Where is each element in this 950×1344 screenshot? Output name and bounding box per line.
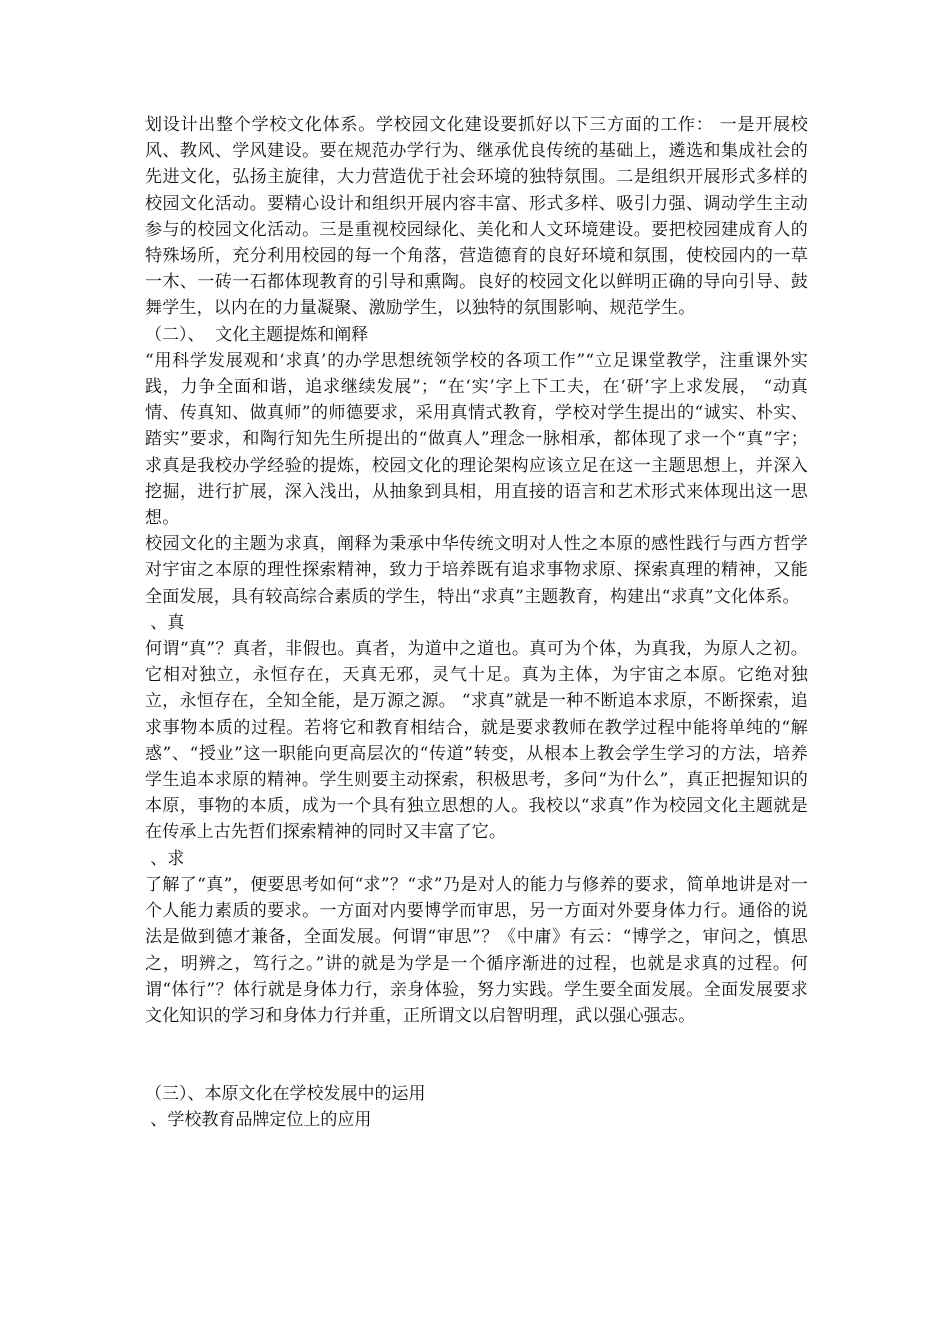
- subheading-zhen: 、真: [145, 612, 185, 633]
- subheading-brand-positioning: 、学校教育品牌定位上的应用: [145, 1110, 372, 1131]
- paragraph-theme-guiding-idea: “用科学发展观和‘求真’的办学思想统领学校的各项工作”“立足课堂教学，注重课外实践，力争全面和谐，追求继续发展”；“在‘实’字上下工夫，在‘研’字上求发展， “动真情、传真知、做真师”的师德要求，采用真情式教育，学校对学生提出的“诚实、朴实、踏实”要求，和陶行知先生所提出的“做真人”理念一脉相承，都体现了求一个“真”字；求真是我校办学经验的提炼，校园文化的理论架构应该立足在这一主题思想上，并深入挖掘，进行扩展，深入浅出，从抽象到具相，用直接的语言和艺术形式来体现出这一思想。: [145, 350, 808, 529]
- document-page: [145, 112, 808, 1134]
- paragraph-theme-definition: 校园文化的主题为求真，阐释为秉承中华传统文明对人性之本原的感性践行与西方哲学对宇宙之本原的理性探索精神，致力于培养既有追求事物求原、探索真理的精神，又能全面发展，具有较高综合素质的学生，特出“求真”主题教育，构建出“求真”文化体系。: [145, 534, 808, 607]
- paragraph-qiu: 了解了“真”，便要思考如何“求”？“求”乃是对人的能力与修养的要求，简单地讲是对一个人能力素质的要求。一方面对内要博学而审思，另一方面对外要身体力行。通俗的说法是做到德才兼备，全面发展。何谓“审思”？《中庸》有云：“博学之，审问之，慎思之，明辨之，笃行之。”讲的就是为学是一个循序渐进的过程，也就是求真的过程。何谓“体行”？体行就是身体力行，亲身体验，努力实践。学生要全面发展。全面发展要求文化知识的学习和身体力行并重，正所谓文以启智明理，武以强心强志。: [145, 874, 808, 1026]
- section-heading-theme: （二）、 文化主题提炼和阐释: [145, 324, 369, 345]
- paragraph-zhen: 何谓“真”？真者，非假也。真者，为道中之道也。真可为个体，为真我，为原人之初。它相对独立，永恒存在，天真无邪，灵气十足。真为主体，为宇宙之本原。它绝对独立，永恒存在，全知全能，是万源之源。 “求真”就是一种不断追本求原，不断探索，追求事物本质的过程。若将它和教育相结合，就是要求教师在教学过程中能将单纯的“解惑”、“授业”这一职能向更高层次的“传道”转变，从根本上教会学生学习的方法，培养学生追本求原的精神。学生则要主动探索，积极思考，多问“为什么”，真正把握知识的本原，事物的本质，成为一个具有独立思想的人。我校以“求真”作为校园文化主题就是在传承上古先哲们探索精神的同时又丰富了它。: [145, 639, 808, 843]
- section-heading-application: （三）、本原文化在学校发展中的运用: [145, 1084, 426, 1105]
- paragraph-campus-culture-construction: 划设计出整个学校文化体系。学校园文化建设要抓好以下三方面的工作： 一是开展校风、教风、学风建设。要在规范办学行为、继承优良传统的基础上，遴选和集成社会的先进文化，弘扬主旋律，大力营造优于社会环境的独特氛围。二是组织开展形式多样的校园文化活动。要精心设计和组织开展内容丰富、形式多样、吸引力强、调动学生主动参与的校园文化活动。三是重视校园绿化、美化和人文环境建设。要把校园建成育人的特殊场所，充分利用校园的每一个角落，营造德育的良好环境和氛围，使校园内的一草一木、一砖一石都体现教育的引导和熏陶。良好的校园文化以鲜明正确的导向引导、鼓舞学生，以内在的力量凝聚、激励学生，以独特的氛围影响、规范学生。: [145, 115, 808, 319]
- blank-gap: [145, 1029, 808, 1081]
- subheading-qiu: 、求: [145, 848, 185, 869]
